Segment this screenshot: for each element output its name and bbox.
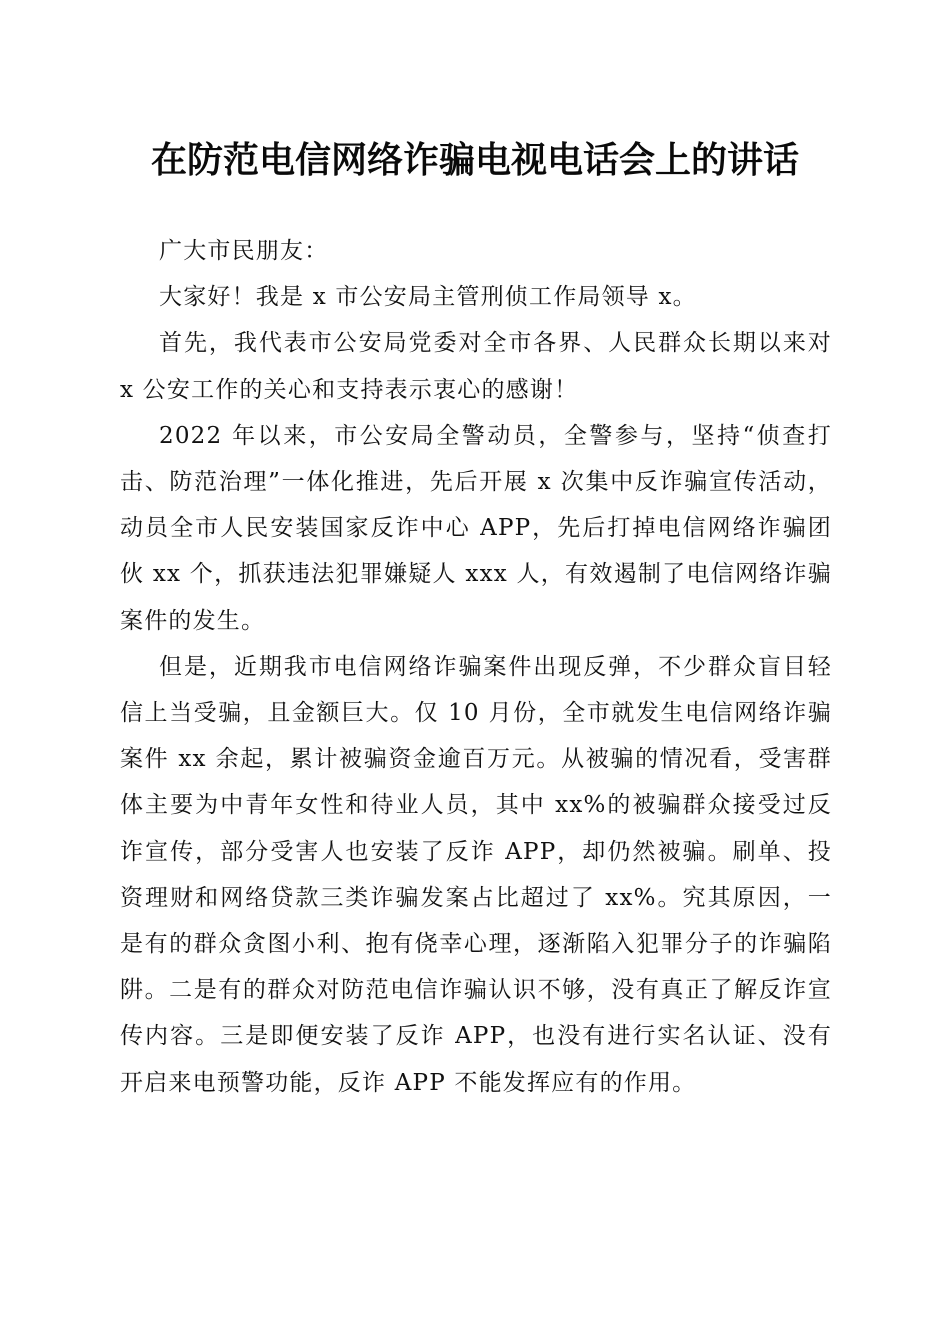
paragraph-thanks: 首先，我代表市公安局党委对全市各界、人民群众长期以来对 x 公安工作的关心和支持表示衷心的感谢！ bbox=[120, 330, 832, 403]
paragraph-greeting: 大家好！我是 x 市公安局主管刑侦工作局领导 x。 bbox=[159, 284, 697, 311]
paragraph-salutation: 广大市民朋友： bbox=[159, 238, 329, 264]
document-body bbox=[120, 228, 832, 1106]
paragraph-current-situation: 但是，近期我市电信网络诈骗案件出现反弹，不少群众盲目轻信上当受骗，且金额巨大。仅 10 月份，全市就发生电信网络诈骗案件 xx 余起，累计被骗资金逾百万元。从被骗的情况看，受害群体主要为中青年女性和待业人员，其中 xx%的被骗群众接受过反诈宣传，部分受害人也安装了反诈 APP，却仍然被骗。刷单、投资理财和网络贷款三类诈骗发案占比超过了 xx%。究其原因，一是有的群众贪图小利、抱有侥幸心理，逐渐陷入犯罪分子的诈骗陷阱。二是有的群众对防范电信诈骗认识不够，没有真正了解反诈宣传内容。三是即便安装了反诈 APP，也没有进行实名认证、没有开启来电预警功能，反诈 APP 不能发挥应有的作用。 bbox=[120, 653, 832, 1096]
paragraph-achievements: 2022 年以来，市公安局全警动员，全警参与，坚持“侦查打击、防范治理”一体化推进，先后开展 x 次集中反诈骗宣传活动，动员全市人民安装国家反诈中心 APP，先后打掉电信网络诈骗团伙 xx 个，抓获违法犯罪嫌疑人 xxx 人，有效遏制了电信网络诈骗案件的发生。 bbox=[120, 422, 832, 634]
document-title: 在防范电信网络诈骗电视电话会上的讲话 bbox=[150, 139, 799, 181]
